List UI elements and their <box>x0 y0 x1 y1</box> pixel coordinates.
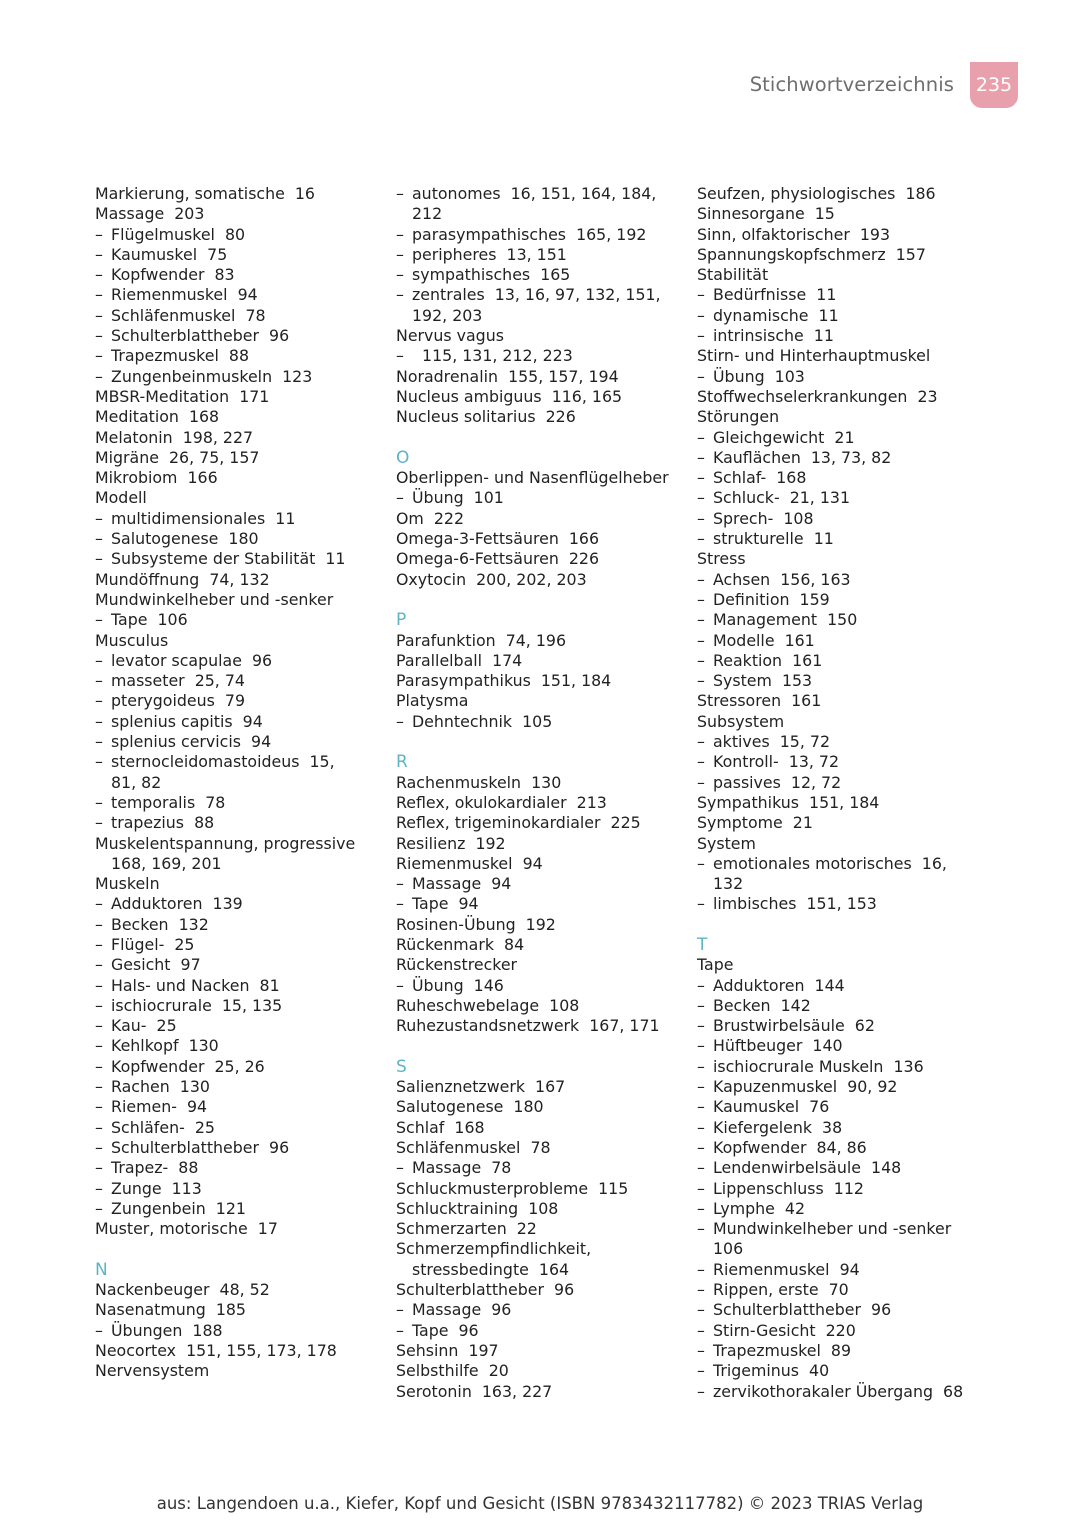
index-entry: Nasenatmung 185 <box>95 1300 246 1320</box>
index-subentry: – aktives 15, 72 <box>697 732 987 752</box>
index-entry-continuation: 132 <box>713 874 744 894</box>
index-subentry: – Riemen- 94 <box>95 1097 385 1117</box>
index-entry: Serotonin 163, 227 <box>396 1381 553 1401</box>
index-entry: Melatonin 198, 227 <box>95 427 254 447</box>
index-subentry: – temporalis 78 <box>95 793 385 813</box>
index-subentry: – Rippen, erste 70 <box>697 1280 987 1300</box>
index-subentry: – Riemenmuskel 94 <box>697 1260 987 1280</box>
index-subentry: – Schulterblattheber 96 <box>697 1300 987 1320</box>
index-subentry: – Salutogenese 180 <box>95 529 385 549</box>
index-entry-continuation: stressbedingte 164 <box>412 1259 570 1279</box>
index-entry: Rachenmuskeln 130 <box>396 772 562 792</box>
index-subentry: – System 153 <box>697 671 987 691</box>
index-entry-continuation: 168, 169, 201 <box>111 853 222 873</box>
index-entry: Noradrenalin 155, 157, 194 <box>396 366 619 386</box>
index-subentry: – sternocleidomastoideus 15, <box>95 752 385 772</box>
index-subentry: – Stirn-Gesicht 220 <box>697 1321 987 1341</box>
index-entry: Platysma <box>396 691 469 711</box>
index-entry: Stoffwechselerkrankungen 23 <box>697 386 938 406</box>
index-subentry: – Management 150 <box>697 610 987 630</box>
index-entry: Selbsthilfe 20 <box>396 1361 509 1381</box>
index-entry: Rückenmark 84 <box>396 934 525 954</box>
index-entry: Nucleus solitarius 226 <box>396 407 576 427</box>
index-subentry: – Kontroll- 13, 72 <box>697 752 987 772</box>
index-subentry: – sympathisches 165 <box>396 265 686 285</box>
index-subentry: – Adduktoren 139 <box>95 894 385 914</box>
index-entry: Riemenmuskel 94 <box>396 853 543 873</box>
index-entry: Neocortex 151, 155, 173, 178 <box>95 1340 337 1360</box>
index-entry: Muster, motorische 17 <box>95 1219 278 1239</box>
index-column-3 <box>697 184 987 1402</box>
index-subentry: – Lippenschluss 112 <box>697 1179 987 1199</box>
index-entry: Om 222 <box>396 508 465 528</box>
index-entry: Sinnesorgane 15 <box>697 204 835 224</box>
index-subentry: – Achsen 156, 163 <box>697 570 987 590</box>
index-subentry: – Hals- und Nacken 81 <box>95 976 385 996</box>
index-entry: Muskelentspannung, progressive <box>95 833 356 853</box>
index-subentry: – emotionales motorisches 16, <box>697 854 987 874</box>
index-subentry: – parasympathisches 165, 192 <box>396 225 686 245</box>
index-entry: Mundwinkelheber und -senker <box>95 589 334 609</box>
index-subentry: – Bedürfnisse 11 <box>697 285 987 305</box>
index-subentry: – zervikothorakaler Übergang 68 <box>697 1382 987 1402</box>
index-entry: Schmerzarten 22 <box>396 1219 537 1239</box>
index-subentry: – intrinsische 11 <box>697 326 987 346</box>
index-subentry: – 115, 131, 212, 223 <box>396 346 686 366</box>
index-subentry: – multidimensionales 11 <box>95 509 385 529</box>
index-entry: Schlucktraining 108 <box>396 1198 559 1218</box>
index-subentry: – Riemenmuskel 94 <box>95 285 385 305</box>
index-subentry: – Schluck- 21, 131 <box>697 488 987 508</box>
index-subentry: – ischiocrurale Muskeln 136 <box>697 1057 987 1077</box>
index-subentry: – splenius capitis 94 <box>95 712 385 732</box>
index-subentry: – Tape 94 <box>396 894 686 914</box>
index-entry: Schulterblattheber 96 <box>396 1280 575 1300</box>
index-subentry: – Adduktoren 144 <box>697 976 987 996</box>
index-entry: Sympathikus 151, 184 <box>697 792 880 812</box>
index-entry: Schlaf 168 <box>396 1117 485 1137</box>
index-entry: Sehsinn 197 <box>396 1340 499 1360</box>
index-entry-continuation: 106 <box>713 1239 744 1259</box>
letter-heading: O <box>396 447 410 468</box>
index-entry: Rosinen-Übung 192 <box>396 914 556 934</box>
index-subentry: – passives 12, 72 <box>697 773 987 793</box>
index-entry: Parafunktion 74, 196 <box>396 630 567 650</box>
index-entry: Reflex, okulokardialer 213 <box>396 792 607 812</box>
index-entry: Mundöffnung 74, 132 <box>95 569 270 589</box>
index-entry-continuation: 192, 203 <box>412 305 483 325</box>
index-entry: Parallelball 174 <box>396 650 523 670</box>
index-entry: Stirn- und Hinterhauptmuskel <box>697 346 931 366</box>
index-subentry: – Übung 101 <box>396 488 686 508</box>
index-subentry: – Massage 96 <box>396 1300 686 1320</box>
index-subentry: – Kehlkopf 130 <box>95 1036 385 1056</box>
index-subentry: – Kaumuskel 76 <box>697 1097 987 1117</box>
index-entry: Resilienz 192 <box>396 833 506 853</box>
letter-heading: P <box>396 610 407 631</box>
index-subentry: – Massage 94 <box>396 874 686 894</box>
index-entry: Schläfenmuskel 78 <box>396 1137 551 1157</box>
index-entry: Ruheschwebelage 108 <box>396 995 580 1015</box>
index-entry: Reflex, trigeminokardialer 225 <box>396 813 641 833</box>
index-subentry: – Übungen 188 <box>95 1321 385 1341</box>
index-entry: Omega-6-Fettsäuren 226 <box>396 549 600 569</box>
index-subentry: – Kiefergelenk 38 <box>697 1118 987 1138</box>
index-subentry: – Schläfen- 25 <box>95 1118 385 1138</box>
index-entry: MBSR-Meditation 171 <box>95 386 270 406</box>
index-entry: Muskeln <box>95 874 160 894</box>
index-subentry: – Becken 132 <box>95 915 385 935</box>
index-entry: Subsystem <box>697 711 785 731</box>
index-entry: Migräne 26, 75, 157 <box>95 447 260 467</box>
index-subentry: – Kauflächen 13, 73, 82 <box>697 448 987 468</box>
index-entry: Nervus vagus <box>396 326 504 346</box>
index-subentry: – Übung 103 <box>697 367 987 387</box>
index-subentry: – Trapez- 88 <box>95 1158 385 1178</box>
index-entry: Symptome 21 <box>697 813 813 833</box>
index-subentry: – Gleichgewicht 21 <box>697 428 987 448</box>
index-subentry: – Zungenbeinmuskeln 123 <box>95 367 385 387</box>
index-entry: System <box>697 833 756 853</box>
index-entry: Oxytocin 200, 202, 203 <box>396 569 587 589</box>
index-entry: Nackenbeuger 48, 52 <box>95 1280 270 1300</box>
index-subentry: – Mundwinkelheber und -senker <box>697 1219 987 1239</box>
index-subentry: – peripheres 13, 151 <box>396 245 686 265</box>
index-subentry: – masseter 25, 74 <box>95 671 385 691</box>
index-entry: Nervensystem <box>95 1361 210 1381</box>
index-subentry: – strukturelle 11 <box>697 529 987 549</box>
index-entry: Sinn, olfaktorischer 193 <box>697 224 891 244</box>
index-subentry: – ischiocrurale 15, 135 <box>95 996 385 1016</box>
index-subentry: – Trigeminus 40 <box>697 1361 987 1381</box>
index-subentry: – Kopfwender 83 <box>95 265 385 285</box>
index-subentry: – Flügelmuskel 80 <box>95 225 385 245</box>
page-number-badge: 235 <box>970 62 1018 108</box>
index-entry: Stressoren 161 <box>697 691 822 711</box>
index-subentry: – Kopfwender 25, 26 <box>95 1057 385 1077</box>
index-entry: Nucleus ambiguus 116, 165 <box>396 386 623 406</box>
index-subentry: – Zunge 113 <box>95 1179 385 1199</box>
index-subentry: – pterygoideus 79 <box>95 691 385 711</box>
index-entry: Stress <box>697 549 746 569</box>
index-column-1 <box>95 184 385 1382</box>
index-subentry: – Subsysteme der Stabilität 11 <box>95 549 385 569</box>
index-subentry: – Kapuzenmuskel 90, 92 <box>697 1077 987 1097</box>
index-subentry: – splenius cervicis 94 <box>95 732 385 752</box>
index-subentry: – Schläfenmuskel 78 <box>95 306 385 326</box>
letter-heading: S <box>396 1056 407 1077</box>
index-subentry: – limbisches 151, 153 <box>697 894 987 914</box>
index-subentry: – Massage 78 <box>396 1158 686 1178</box>
index-subentry: – Gesicht 97 <box>95 955 385 975</box>
letter-heading: N <box>95 1259 108 1280</box>
index-entry: Rückenstrecker <box>396 955 518 975</box>
index-subentry: – dynamische 11 <box>697 306 987 326</box>
index-entry-continuation: 81, 82 <box>111 772 162 792</box>
index-subentry: – Modelle 161 <box>697 631 987 651</box>
section-title: Stichwortverzeichnis <box>749 73 954 96</box>
index-entry: Musculus <box>95 630 169 650</box>
index-subentry: – Trapezmuskel 88 <box>95 346 385 366</box>
index-entry: Tape <box>697 955 734 975</box>
index-subentry: – Reaktion 161 <box>697 651 987 671</box>
index-entry: Ruhezustandsnetzwerk 167, 171 <box>396 1016 660 1036</box>
index-subentry: – Brustwirbelsäule 62 <box>697 1016 987 1036</box>
index-entry: Spannungskopfschmerz 157 <box>697 244 926 264</box>
index-subentry: – Zungenbein 121 <box>95 1199 385 1219</box>
footer-citation: aus: Langendoen u.a., Kiefer, Kopf und Gesicht (ISBN 9783432117782) © 2023 TRIAS Verlag <box>156 1494 924 1513</box>
index-subentry: – Lendenwirbelsäule 148 <box>697 1158 987 1178</box>
index-subentry: – Schulterblattheber 96 <box>95 1138 385 1158</box>
index-subentry: – Tape 106 <box>95 610 385 630</box>
index-subentry: – zentrales 13, 16, 97, 132, 151, <box>396 285 686 305</box>
index-subentry: – Dehntechnik 105 <box>396 712 686 732</box>
index-entry: Mikrobiom 166 <box>95 468 218 488</box>
index-entry: Salienznetzwerk 167 <box>396 1077 566 1097</box>
index-entry: Schmerzempfindlichkeit, <box>396 1239 592 1259</box>
index-subentry: – Trapezmuskel 89 <box>697 1341 987 1361</box>
index-column-2 <box>396 184 686 1402</box>
index-subentry: – Schulterblattheber 96 <box>95 326 385 346</box>
index-subentry: – Becken 142 <box>697 996 987 1016</box>
index-entry: Meditation 168 <box>95 407 220 427</box>
index-subentry: – Kau- 25 <box>95 1016 385 1036</box>
index-subentry: – Lymphe 42 <box>697 1199 987 1219</box>
index-entry: Schluckmusterprobleme 115 <box>396 1178 629 1198</box>
index-subentry: – Kaumuskel 75 <box>95 245 385 265</box>
index-subentry: – levator scapulae 96 <box>95 651 385 671</box>
index-subentry: – Flügel- 25 <box>95 935 385 955</box>
letter-heading: T <box>697 934 708 955</box>
letter-heading: R <box>396 752 408 773</box>
index-subentry: – Hüftbeuger 140 <box>697 1036 987 1056</box>
index-entry-continuation: 212 <box>412 204 443 224</box>
index-subentry: – trapezius 88 <box>95 813 385 833</box>
index-subentry: – autonomes 16, 151, 164, 184, <box>396 184 686 204</box>
index-entry: Parasympathikus 151, 184 <box>396 671 612 691</box>
index-entry: Störungen <box>697 407 780 427</box>
index-entry: Modell <box>95 488 147 508</box>
index-entry: Oberlippen- und Nasenflügelheber <box>396 468 669 488</box>
index-subentry: – Übung 146 <box>396 976 686 996</box>
index-entry: Omega-3-Fettsäuren 166 <box>396 529 600 549</box>
index-subentry: – Definition 159 <box>697 590 987 610</box>
index-subentry: – Schlaf- 168 <box>697 468 987 488</box>
index-entry: Salutogenese 180 <box>396 1097 544 1117</box>
index-entry: Massage 203 <box>95 204 205 224</box>
index-subentry: – Kopfwender 84, 86 <box>697 1138 987 1158</box>
index-entry: Stabilität <box>697 265 769 285</box>
index-subentry: – Tape 96 <box>396 1321 686 1341</box>
index-entry: Seufzen, physiologisches 186 <box>697 184 936 203</box>
index-subentry: – Rachen 130 <box>95 1077 385 1097</box>
index-entry: Markierung, somatische 16 <box>95 184 315 203</box>
index-subentry: – Sprech- 108 <box>697 509 987 529</box>
